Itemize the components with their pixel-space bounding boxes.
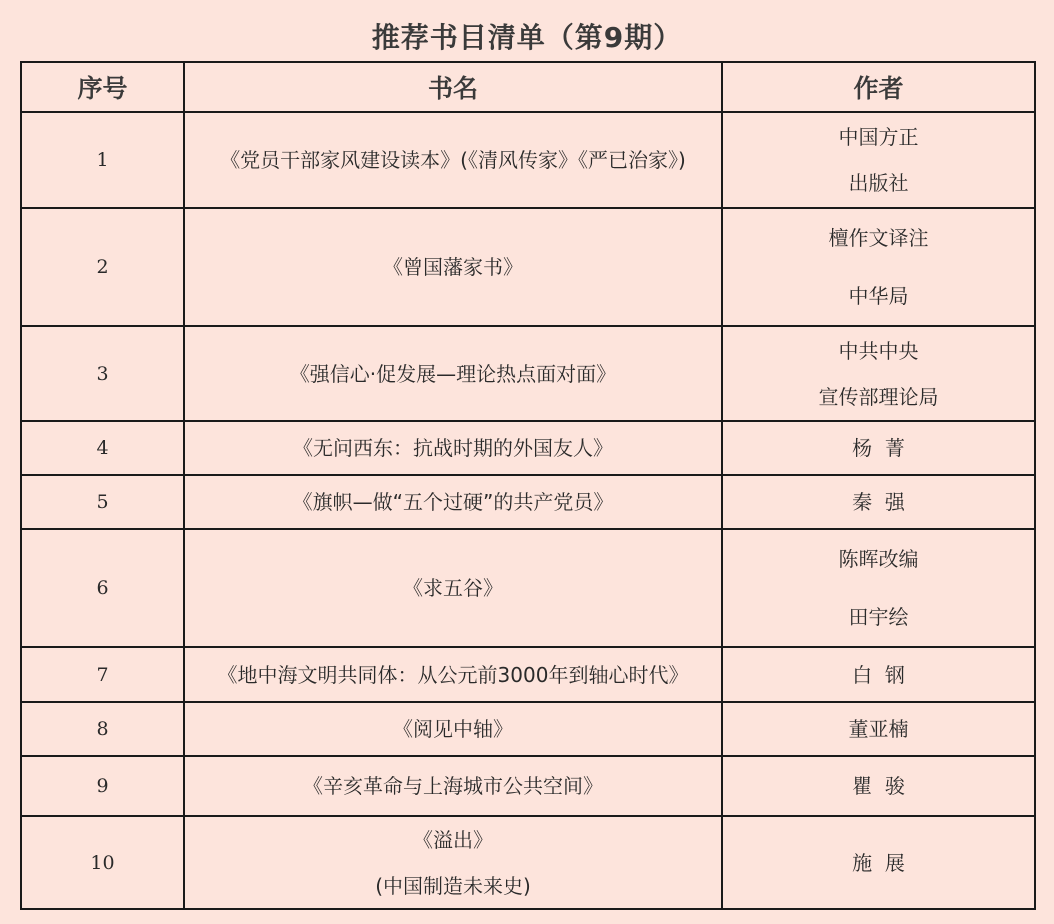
author-line: 董亚楠 (848, 717, 909, 741)
book-title-cell (184, 647, 722, 702)
author-cell (722, 816, 1035, 909)
book-title: 《曾国藩家书》 (383, 255, 523, 279)
row-number: 4 (21, 421, 184, 475)
table-row (21, 475, 1035, 529)
book-title: 《溢出》 (413, 827, 493, 852)
author-line: 檀作文译注 (828, 226, 929, 250)
table-row (21, 208, 1035, 326)
author-cell (722, 421, 1035, 475)
author-cell (722, 529, 1035, 647)
author-line: 施 展 (852, 850, 905, 875)
row-number: 1 (21, 112, 184, 208)
author-cell (722, 647, 1035, 702)
row-number: 7 (21, 647, 184, 702)
table-row (21, 529, 1035, 647)
book-title: 《辛亥革命与上海城市公共空间》 (303, 774, 603, 798)
book-subtitle: (中国制造未来史) (375, 873, 531, 898)
book-title-cell (184, 756, 722, 816)
book-title-cell (184, 326, 722, 421)
author-line: 中华局 (848, 284, 909, 308)
table-row (21, 326, 1035, 421)
author-line: 杨 菁 (852, 436, 905, 460)
book-title-cell (184, 475, 722, 529)
row-number: 8 (21, 702, 184, 756)
author-line: 陈晖改编 (838, 547, 919, 571)
author-cell (722, 475, 1035, 529)
row-number: 9 (21, 756, 184, 816)
book-title: 《求五谷》 (403, 576, 503, 600)
book-title-cell (184, 208, 722, 326)
author-line: 中国方正 (838, 125, 919, 149)
table-row (21, 112, 1035, 208)
author-cell (722, 702, 1035, 756)
book-title-cell (184, 816, 722, 909)
book-title-cell (184, 702, 722, 756)
book-title-cell (184, 112, 722, 208)
row-number: 6 (21, 529, 184, 647)
table-row (21, 816, 1035, 909)
table-row (21, 647, 1035, 702)
row-number: 5 (21, 475, 184, 529)
author-line: 白 钢 (852, 662, 905, 687)
table-header-row (21, 62, 1035, 112)
table-row (21, 421, 1035, 475)
author-cell (722, 756, 1035, 816)
row-number: 10 (21, 816, 184, 909)
author-line: 出版社 (848, 171, 909, 195)
row-number: 3 (21, 326, 184, 421)
book-title: 《旗帜—做“五个过硬”的共产党员》 (292, 490, 614, 514)
row-number: 2 (21, 208, 184, 326)
author-line: 中共中央 (838, 338, 919, 363)
book-title: 《党员干部家风建设读本》(《清风传家》《严已治家》) (220, 148, 686, 172)
table-row (21, 702, 1035, 756)
book-title: 《无问西东：抗战时期的外国友人》 (293, 436, 613, 460)
author-line: 田宇绘 (848, 605, 909, 629)
author-line: 秦 强 (852, 490, 905, 514)
author-cell (722, 208, 1035, 326)
header-book-title: 书名 (184, 62, 722, 112)
author-cell (722, 326, 1035, 421)
author-cell (722, 112, 1035, 208)
book-title: 《地中海文明共同体：从公元前3000年到轴心时代》 (217, 662, 689, 687)
book-title: 《强信心·促发展—理论热点面对面》 (289, 361, 617, 386)
book-title-cell (184, 529, 722, 647)
book-title-cell (184, 421, 722, 475)
header-author: 作者 (722, 62, 1035, 112)
book-list-table (20, 61, 1036, 910)
page-title: 推荐书目清单（第9期） (371, 21, 683, 54)
header-number: 序号 (21, 62, 184, 112)
book-title: 《阅见中轴》 (393, 717, 513, 741)
table-row (21, 756, 1035, 816)
author-line: 宣传部理论局 (818, 384, 939, 409)
author-line: 瞿 骏 (852, 774, 905, 798)
